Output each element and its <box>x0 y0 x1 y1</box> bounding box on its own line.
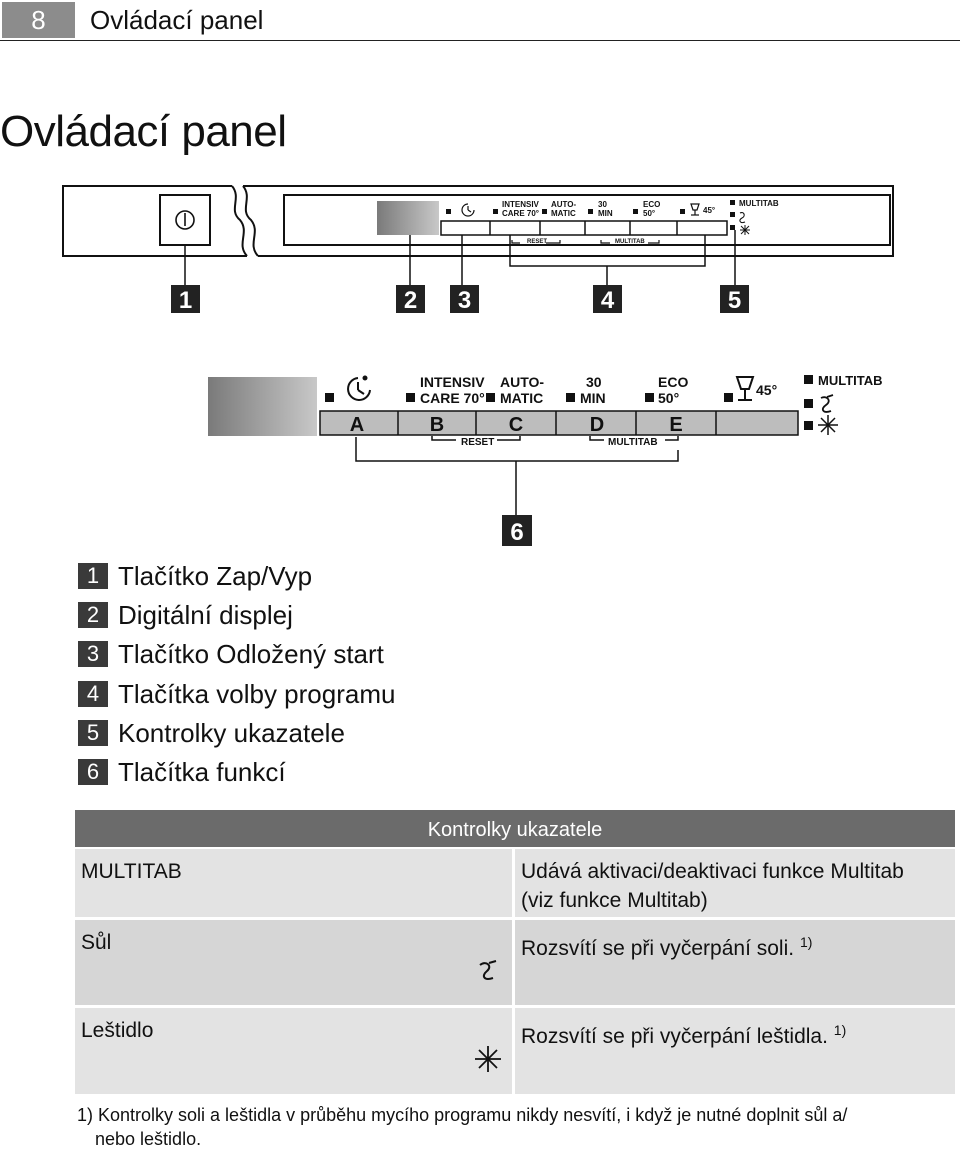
panel-label-auto: AUTO- <box>551 200 577 209</box>
indicator-description: Rozsvítí se při vyčerpání soli. <box>521 937 795 960</box>
detail-label-matic: MATIC <box>500 390 544 406</box>
footnote-line: 1) Kontrolky soli a leštidla v průběhu mycího programu nikdy nesvítí, i když je nutné doplnit sůl a/ <box>77 1105 848 1125</box>
detail-label-min: MIN <box>580 390 606 406</box>
table-cell-description <box>515 1008 955 1094</box>
glass-icon-small <box>691 204 699 215</box>
detail-label-45: 45° <box>756 382 778 398</box>
detail-button-strip <box>320 411 798 435</box>
rinse-aid-icon-detail <box>818 415 838 435</box>
panel-label-care: CARE 70° <box>502 209 539 218</box>
callout-1: 1 <box>178 287 193 314</box>
rinse-aid-icon <box>473 1044 503 1074</box>
footnote <box>77 1103 957 1151</box>
delay-start-icon-detail <box>348 377 370 400</box>
detail-label-care: CARE 70° <box>420 390 485 406</box>
glass-icon <box>737 377 753 400</box>
detail-label-auto: AUTO- <box>500 374 545 390</box>
salt-icon <box>475 954 501 984</box>
detail-display <box>208 377 317 436</box>
indicator-description: Rozsvítí se při vyčerpání leštidla. <box>521 1025 828 1048</box>
legend-label: Digitální displej <box>118 600 293 630</box>
legend-number: 4 <box>78 681 108 707</box>
table-header: Kontrolky ukazatele <box>75 810 955 847</box>
function-button-a[interactable]: A <box>349 414 365 436</box>
legend-label: Tlačítka volby programu <box>118 679 396 709</box>
indicator-name: MULTITAB <box>81 860 182 883</box>
legend-label: Tlačítko Zap/Vyp <box>118 561 313 591</box>
function-button-e[interactable]: E <box>669 414 683 436</box>
footnote-line: nebo leštidlo. <box>95 1129 202 1149</box>
indicator-description: Udává aktivaci/deaktivaci funkce Multitab <box>521 860 904 883</box>
detail-label-multitab: MULTITAB <box>818 373 883 388</box>
legend-number: 1 <box>78 563 108 589</box>
page-number: 8 <box>2 2 75 38</box>
table-cell-description <box>515 920 955 1005</box>
callout-3: 3 <box>457 287 472 314</box>
panel-label-matic: MATIC <box>551 209 576 218</box>
detail-label-eco: ECO <box>658 374 689 390</box>
function-button-d[interactable]: D <box>589 414 605 436</box>
detail-label-50: 50° <box>658 390 680 406</box>
legend-label: Tlačítko Odložený start <box>118 639 384 669</box>
panel-label-30: 30 <box>598 200 607 209</box>
panel-label-45: 45° <box>703 206 716 215</box>
footnote-ref: 1) <box>799 934 813 950</box>
legend-label: Tlačítka funkcí <box>118 757 286 787</box>
legend-label: Kontrolky ukazatele <box>118 718 345 748</box>
callout-5: 5 <box>727 287 742 314</box>
callout-6: 6 <box>510 519 524 546</box>
indicator-name: Leštidlo <box>81 1019 154 1042</box>
control-panel-diagram <box>0 0 960 560</box>
function-button-c[interactable]: C <box>508 414 524 436</box>
page-title: Ovládací panel <box>0 107 287 156</box>
header-title: Ovládací panel <box>90 5 264 35</box>
detail-label-intensiv: INTENSIV <box>420 374 485 390</box>
panel-label-min: MIN <box>598 209 613 218</box>
table-cell-name <box>75 1008 512 1094</box>
panel-label-multitab-bracket: MULTITAB <box>615 239 645 245</box>
callout-4: 4 <box>600 287 615 314</box>
digital-display <box>377 201 439 235</box>
panel-button-row <box>441 221 727 235</box>
panel-label-reset: RESET <box>527 239 548 245</box>
salt-icon-small <box>740 213 745 223</box>
table-cell-name <box>75 849 512 917</box>
indicator-name: Sůl <box>81 931 112 954</box>
legend-number: 6 <box>78 759 108 785</box>
callout-leaders <box>185 230 735 285</box>
delay-start-icon <box>462 204 474 216</box>
panel-label-eco: ECO <box>643 200 661 209</box>
panel-label-50: 50° <box>643 209 656 218</box>
rinse-aid-icon-small <box>740 225 750 235</box>
panel-label-multitab: MULTITAB <box>739 199 779 208</box>
detail-label-multitab-bracket: MULTITAB <box>608 437 658 448</box>
detail-label-30: 30 <box>586 374 602 390</box>
table-cell-description <box>515 849 955 917</box>
indicator-description-2: (viz funkce Multitab) <box>521 889 708 912</box>
legend-number: 2 <box>78 602 108 628</box>
callout-2: 2 <box>403 287 418 314</box>
panel-label-intensiv: INTENSIV <box>502 200 539 209</box>
function-button-b[interactable]: B <box>429 414 445 436</box>
table-cell-name <box>75 920 512 1005</box>
detail-label-reset: RESET <box>461 437 495 448</box>
salt-icon-detail <box>821 395 833 412</box>
footnote-ref: 1) <box>833 1022 847 1038</box>
legend-number: 3 <box>78 641 108 667</box>
legend-number: 5 <box>78 720 108 746</box>
